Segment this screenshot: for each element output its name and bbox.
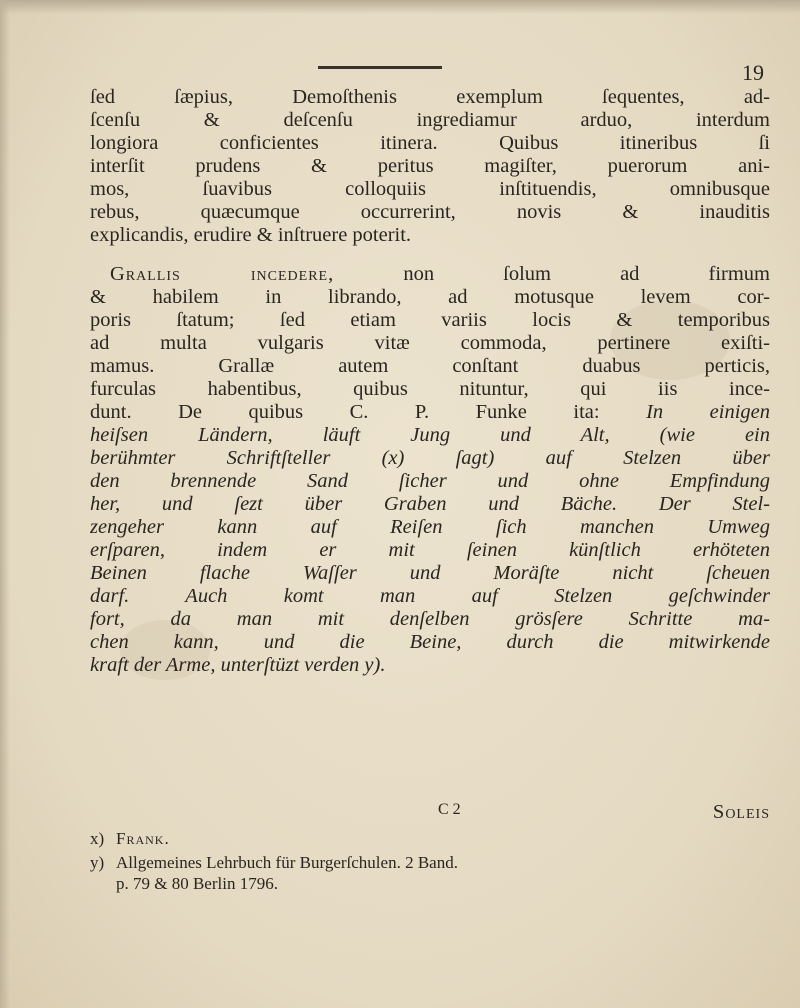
page-left-edge bbox=[0, 0, 10, 1008]
german-text-run: In einigen bbox=[599, 401, 770, 423]
catchword: Soleis bbox=[712, 801, 770, 823]
text-line: ad multa vulgaris vitæ commoda, pertinere exiſti- bbox=[90, 332, 770, 354]
paragraph-1 bbox=[90, 86, 770, 247]
german-text-line: zengeher kann auf Reiſen ſich manchen Umweg bbox=[90, 516, 770, 538]
text-line: mamus. Grallæ autem conſtant duabus perticis, bbox=[90, 355, 770, 377]
paragraph-lead: Grallis incedere, bbox=[110, 263, 335, 285]
text-line: furculas habentibus, quibus nituntur, qui iis ince- bbox=[90, 378, 770, 400]
text-line: & habilem in librando, ad motusque levem cor- bbox=[90, 286, 770, 308]
german-text-line: chen kann, und die Beine, durch die mitwirkende bbox=[90, 631, 770, 653]
text-line: interſit prudens & peritus magiſter, puerorum ani- bbox=[90, 155, 770, 177]
footnote-text: p. 79 & 80 Berlin 1796. bbox=[116, 874, 278, 893]
text-line: ſed ſæpius, Demoſthenis exemplum ſequentes, ad- bbox=[90, 86, 770, 108]
german-text-line: darf. Auch komt man auf Stelzen geſchwinder bbox=[90, 585, 770, 607]
text-run: dunt. De quibus C. P. Funke ita: bbox=[90, 401, 600, 423]
text-line: mos, ſuavibus colloquiis inſtituendis, omnibusque bbox=[90, 178, 770, 200]
german-text-line: heiſsen Ländern, läuft Jung und Alt, (wie ein bbox=[90, 424, 770, 446]
page-number: 19 bbox=[742, 60, 764, 85]
header-rule bbox=[318, 66, 442, 69]
footnote-x bbox=[90, 828, 770, 849]
german-text-line: erſparen, indem er mit ſeinen künſtlich erhöteten bbox=[90, 539, 770, 561]
footnote-y bbox=[90, 852, 770, 894]
footnote-marker: y) bbox=[90, 853, 105, 872]
text-line: rebus, quæcumque occurrerint, novis & inauditis bbox=[90, 201, 770, 223]
german-text-line: den brennende Sand ſicher und ohne Empfindung bbox=[90, 470, 770, 492]
paragraph-2 bbox=[90, 263, 770, 677]
german-text-line: Beinen flache Waſſer und Moräſte nicht ſcheuen bbox=[90, 562, 770, 584]
footnote-text: Frank. bbox=[116, 829, 170, 848]
german-text-line: her, und ſezt über Graben und Bäche. Der Stel- bbox=[90, 493, 770, 515]
text-run: non ſolum ad firmum bbox=[334, 263, 770, 285]
text-line bbox=[90, 401, 770, 424]
text-line: poris ſtatum; ſed etiam variis locis & temporibus bbox=[90, 309, 770, 331]
footnote-marker: x) bbox=[90, 829, 105, 848]
text-line: longiora conficientes itinera. Quibus itineribus ſi bbox=[90, 132, 770, 154]
page-top-edge bbox=[0, 0, 800, 14]
page-footer-marks bbox=[90, 801, 770, 825]
text-line: ſcenſu & deſcenſu ingrediamur arduo, interdum bbox=[90, 109, 770, 131]
german-text-line: kraft der Arme, unterſtüzt verden y). bbox=[90, 654, 386, 676]
text-line: explicandis, erudire & inſtruere poterit. bbox=[90, 224, 412, 246]
footnote-text: Allgemeines Lehrbuch für Burgerſchulen. 2 Band. bbox=[116, 853, 458, 872]
signature-mark: C 2 bbox=[438, 801, 461, 818]
german-text-line: berühmter Schriftſteller (x) ſagt) auf Stelzen über bbox=[90, 447, 770, 469]
text-line bbox=[90, 263, 770, 286]
german-text-line: fort, da man mit denſelben grösſere Schritte ma- bbox=[90, 608, 770, 630]
